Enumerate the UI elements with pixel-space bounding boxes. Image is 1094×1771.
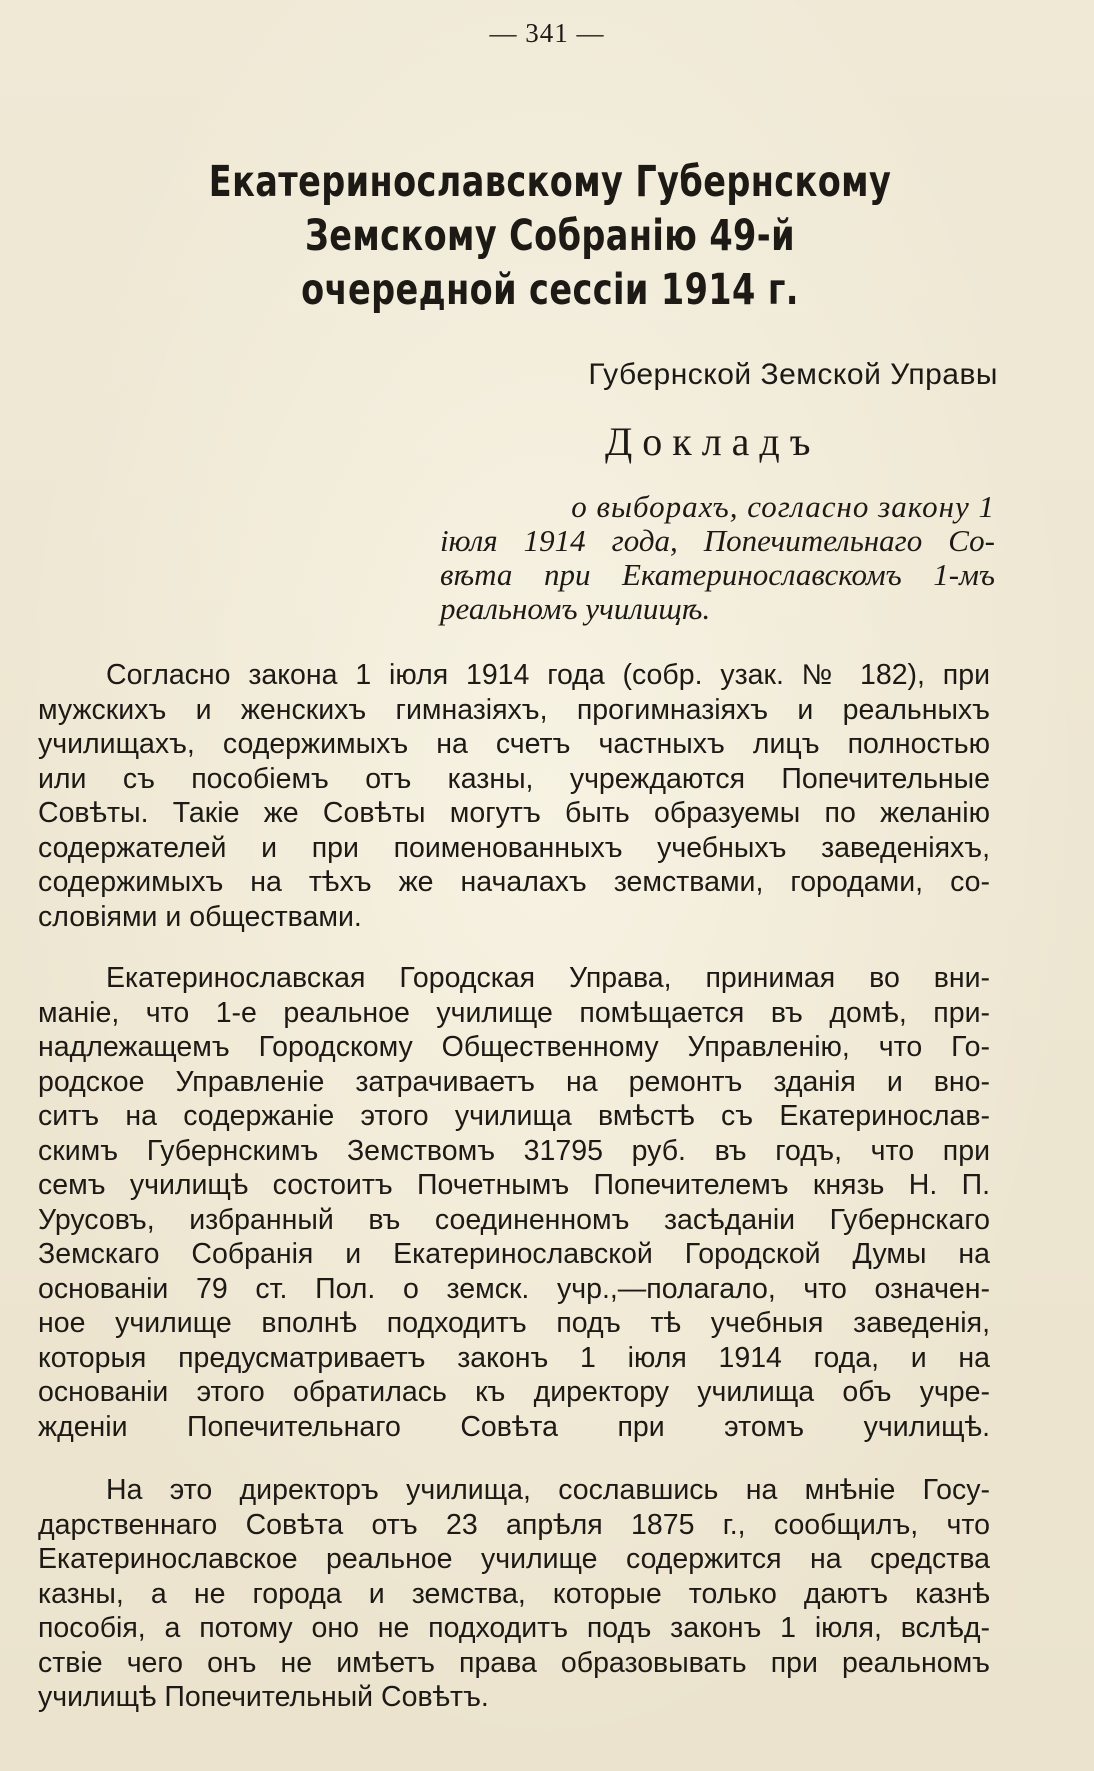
paragraph	[38, 658, 990, 934]
text-line: которыя предусматриваетъ законъ 1 іюля 1914 года, и на	[38, 1341, 990, 1374]
text-line: Екатеринославское реальное училище содержится на средства	[38, 1543, 990, 1575]
text-line: Земскаго Собранія и Екатеринославской Городской Думы на	[38, 1238, 990, 1270]
report-subject	[440, 490, 995, 626]
text-line: Согласно закона 1 іюля 1914 года (собр. узак. № 182), при	[106, 659, 990, 691]
text-line: содержимыхъ на тѣхъ же началахъ земствами, городами, со-	[38, 866, 990, 898]
text-line: ситъ на содержаніе этого училища вмѣстѣ съ Екатеринослав-	[38, 1100, 990, 1132]
subject-line: реальномъ училищѣ.	[440, 591, 711, 626]
text-line: надлежащемъ Городскому Общественному Управленію, что Го-	[38, 1031, 990, 1063]
subject-line: вѣта при Екатеринославскомъ 1-мъ	[440, 557, 995, 592]
heading-line: очередной сессіи 1914 г.	[301, 265, 799, 315]
text-line: Совѣты. Такіе же Совѣты могутъ быть образуемы по желанію	[38, 797, 990, 829]
text-line: семъ училищѣ состоитъ Почетнымъ Попечителемъ князь Н. П.	[38, 1169, 990, 1201]
text-line: пособія, а потому оно не подходитъ подъ законъ 1 іюля, вслѣд-	[38, 1612, 990, 1644]
text-line: жденіи Попечительнаго Совѣта при этомъ училищѣ.	[38, 1410, 990, 1443]
text-line: Екатеринославская Городская Управа, принимая во вни-	[106, 962, 990, 994]
text-line: словіями и обществами.	[38, 900, 362, 933]
text-line: основаніи этого обратилась къ директору училища объ учре-	[38, 1376, 990, 1408]
paragraph	[38, 1473, 990, 1715]
text-line: родское Управленіе затрачиваетъ на ремонтъ зданія и вно-	[38, 1065, 990, 1098]
issuer-line: Губернской Земской Управы	[588, 358, 998, 391]
text-line: училищахъ, содержимыхъ на счетъ частныхъ лицъ полностью	[38, 728, 990, 760]
text-line: училищѣ Попечительный Совѣтъ.	[38, 1681, 489, 1713]
heading-line: Екатеринославскому Губернскому Земскому Собранію 49-й	[208, 157, 892, 261]
paragraph	[38, 961, 990, 1444]
text-line: содержателей и при поименованныхъ учебныхъ заведеніяхъ,	[38, 831, 990, 864]
subject-line: іюля 1914 года, Попечительнаго Со-	[440, 523, 995, 558]
text-line: мужскихъ и женскихъ гимназіяхъ, прогимназіяхъ и реальныхъ	[38, 693, 990, 726]
page-number: — 341 —	[489, 18, 605, 48]
subject-line: о выборахъ, согласно закону 1	[571, 489, 995, 524]
text-line: основаніи 79 ст. Пол. о земск. учр.,—полагало, что означен-	[38, 1272, 990, 1305]
document-heading	[176, 155, 925, 317]
text-line: ствіе чего онъ не имѣетъ права образовывать при реальномъ	[38, 1646, 990, 1679]
text-line: казны, а не города и земства, которые только даютъ казнѣ	[38, 1577, 990, 1610]
text-line: маніе, что 1-е реальное училище помѣщается въ домѣ, при-	[38, 996, 990, 1029]
text-line: скимъ Губернскимъ Земствомъ 31795 руб. въ годъ, что при	[38, 1134, 990, 1167]
text-line: ное училище вполнѣ подходитъ подъ тѣ учебныя заведенія,	[38, 1307, 990, 1339]
text-line: или съ пособіемъ отъ казны, учреждаются Попечительные	[38, 762, 990, 795]
text-line: дарственнаго Совѣта отъ 23 апрѣля 1875 г., сообщилъ, что	[38, 1508, 990, 1541]
report-title: Докладъ	[605, 419, 821, 464]
text-line: На это директоръ училища, сославшись на мнѣніе Госу-	[106, 1474, 990, 1506]
text-line: Урусовъ, избранный въ соединенномъ засѣданіи Губернскаго	[38, 1203, 990, 1236]
